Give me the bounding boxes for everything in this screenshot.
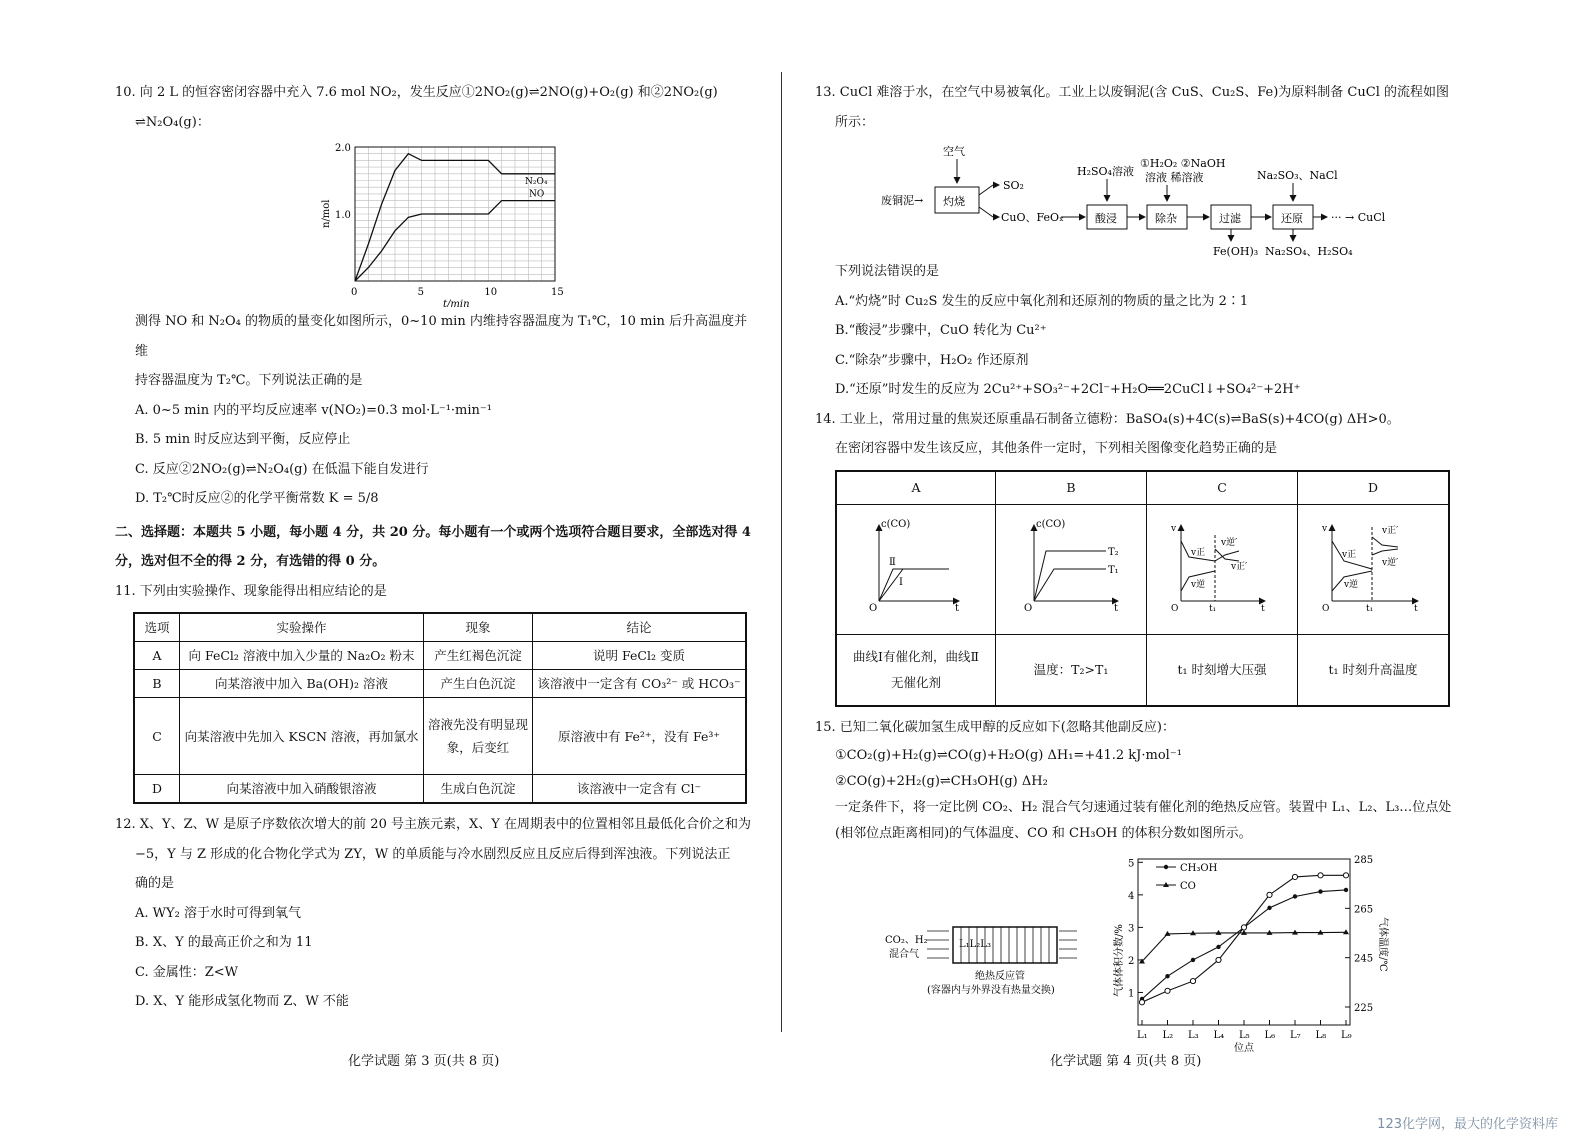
left-column xyxy=(115,78,755,1017)
table-cell: 产生白色沉淀 xyxy=(424,670,533,698)
graph-d-vzheng2: v正′ xyxy=(1382,526,1399,536)
q13-option-d: D.“还原”时发生的反应为 2Cu²⁺+SO₃²⁻+2Cl⁻+H₂O══2CuCl↓+SO₄²⁻+2H⁺ xyxy=(835,382,1301,397)
table-cell: 向 FeCl₂ 溶液中加入少量的 Na₂O₂ 粉末 xyxy=(180,642,424,670)
q12-option-b: B. X、Y 的最高正价之和为 11 xyxy=(135,935,313,950)
right-column xyxy=(815,78,1455,1069)
y2-tick-label: 285 xyxy=(1354,854,1374,866)
table-cell: 说明 FeCl₂ 变质 xyxy=(533,642,747,670)
q10-chart xyxy=(115,137,755,307)
q12-line1: 12. X、Y、Z、W 是原子序数依次增大的前 20 号主族元素，X、Y 在周期表中的位置相邻且最低化合价之和为 xyxy=(115,817,751,832)
graph-c-vzheng: v正 xyxy=(1191,548,1206,558)
point-temperature xyxy=(1216,957,1221,962)
q15-line4: 一定条件下，将一定比例 CO₂、H₂ 混合气匀速通过装有催化剂的绝热反应管。装置中 L₁、L₂、L₃…位点处 xyxy=(835,799,1452,815)
q15-line1: 15. 已知二氧化碳加氢生成甲醇的反应如下(忽略其他副反应)： xyxy=(815,720,1175,735)
q13-flowchart xyxy=(815,137,1455,257)
point-temperature xyxy=(1241,924,1246,929)
x-axis-label: 位点 xyxy=(1234,1042,1254,1054)
point-ch3oh xyxy=(1267,905,1271,909)
caption-d: t₁ 时刻升高温度 xyxy=(1298,634,1450,706)
flow-byproduct: Na₂SO₄、H₂SO₄ xyxy=(1265,245,1353,257)
graph-c-vzheng2: v正′ xyxy=(1231,562,1248,572)
q11-stem: 11. 下列由实验操作、现象能得出相应结论的是 xyxy=(115,583,387,599)
graph-a-curve2: Ⅱ xyxy=(889,557,896,568)
x-tick-label: 10 xyxy=(484,287,498,298)
graph-b-t1: T₁ xyxy=(1108,565,1119,576)
graph-c xyxy=(1147,505,1297,623)
x-tick-label: L₄ xyxy=(1213,1029,1225,1041)
q12-option-c: C. 金属性：Z<W xyxy=(135,964,239,980)
table-cell: D xyxy=(134,775,180,804)
graph-d-vni: v逆 xyxy=(1344,580,1359,590)
graph-a-cell xyxy=(836,505,996,635)
watermark: 123化学网，最大的化学资料库 xyxy=(1377,1117,1558,1132)
table-header: A xyxy=(836,471,996,505)
point-temperature xyxy=(1292,874,1297,879)
x-tick-label: L₇ xyxy=(1290,1029,1301,1041)
q10-option-b: B. 5 min 时反应达到平衡，反应停止 xyxy=(135,432,351,447)
flow-reagent3: Na₂SO₃、NaCl xyxy=(1257,169,1338,182)
q12-line3: 确的是 xyxy=(135,876,175,891)
q15-figure xyxy=(815,847,1455,1069)
tube-note: (容器内与外界没有热量交换) xyxy=(927,984,1055,996)
x-tick-label: L₅ xyxy=(1239,1029,1250,1041)
graph-a-ylabel: c(CO) xyxy=(881,519,911,530)
q12-option-a: A. WY₂ 溶于水时可得到氧气 xyxy=(135,905,301,921)
graph-c-vni2: v逆′ xyxy=(1221,538,1238,548)
q13-line2: 所示： xyxy=(835,114,875,130)
point-ch3oh xyxy=(1191,957,1195,961)
table-cell: 该溶液中一定含有 Cl⁻ xyxy=(533,775,747,804)
flow-air: 空气 xyxy=(943,145,965,158)
graph-d-t1: t₁ xyxy=(1366,604,1374,614)
y-tick-label: 2 xyxy=(1128,955,1135,967)
table-cell: A xyxy=(134,642,180,670)
table-row xyxy=(134,670,746,698)
graph-b xyxy=(996,505,1146,623)
plot-frame xyxy=(1138,859,1350,1025)
x-tick-label: L₃ xyxy=(1188,1029,1199,1041)
table-header-row xyxy=(836,471,1449,505)
y-tick-label: 5 xyxy=(1128,857,1135,869)
graph-b-origin: O xyxy=(1024,603,1033,614)
graph-c-t1: t₁ xyxy=(1209,604,1217,614)
y-tick-label: 1 xyxy=(1128,987,1135,999)
graph-d-origin: O xyxy=(1322,604,1330,614)
q10-option-a: A. 0~5 min 内的平均反应速率 v(NO₂)=0.3 mol·L⁻¹·min⁻¹ xyxy=(135,402,492,418)
y2-tick-label: 245 xyxy=(1354,953,1374,965)
legend-label: N₂O₄ xyxy=(525,176,548,187)
y2-tick-label: 265 xyxy=(1354,903,1374,915)
table-row xyxy=(836,505,1449,635)
table-cell: 向某溶液中加入 Ba(OH)₂ 溶液 xyxy=(180,670,424,698)
table-row xyxy=(836,634,1449,706)
q10-option-d: D. T₂℃时反应②的化学平衡常数 K = 5/8 xyxy=(135,491,379,506)
q12-line2: −5，Y 与 Z 形成的化合物化学式为 ZY，W 的单质能与冷水剧烈反应且反应后得到浑浊液。下列说法正 xyxy=(135,846,731,862)
graph-b-ylabel: c(CO) xyxy=(1036,519,1066,530)
series-line-1 xyxy=(1142,889,1346,998)
point-ch3oh xyxy=(1216,944,1220,948)
tube-points: L₁L₂L₃ xyxy=(959,938,991,950)
x-axis-label: t/min xyxy=(443,299,470,307)
q14-table xyxy=(835,470,1450,708)
q15-line2: ①CO₂(g)+H₂(g)⇌CO(g)+H₂O(g) ΔH₁=+41.2 kJ·mol⁻¹ xyxy=(835,747,1182,763)
q12-option-d: D. X、Y 能形成氢化物而 Z、W 不能 xyxy=(135,994,349,1009)
x-tick-label: L₈ xyxy=(1315,1029,1327,1041)
legend-label: CH₃OH xyxy=(1180,862,1218,874)
point-temperature xyxy=(1343,872,1348,877)
graph-b-t2: T₂ xyxy=(1108,547,1119,558)
q13-option-c: C.“除杂”步骤中，H₂O₂ 作还原剂 xyxy=(835,352,1029,368)
flow-output: ··· → CuCl xyxy=(1331,211,1386,224)
graph-d-xlabel: t xyxy=(1414,604,1418,614)
caption-a: 曲线Ⅰ有催化剂，曲线Ⅱ无催化剂 xyxy=(836,634,996,706)
graph-c-ylabel: v xyxy=(1171,524,1177,534)
legend-label: CO xyxy=(1180,880,1196,892)
series-line-3 xyxy=(1142,875,1346,1002)
x-tick-label: L₂ xyxy=(1162,1029,1174,1041)
point-ch3oh xyxy=(1165,973,1169,977)
legend-marker-ch3oh xyxy=(1164,864,1168,868)
graph-d xyxy=(1298,505,1448,623)
graph-c-vni: v逆 xyxy=(1191,580,1206,590)
q15-line3: ②CO(g)+2H₂(g)⇌CH₃OH(g) ΔH₂ xyxy=(835,773,1048,789)
y-tick-label: 4 xyxy=(1128,890,1135,902)
table-row xyxy=(134,775,746,804)
y-tick-label: 3 xyxy=(1128,922,1135,934)
q14-line1: 14. 工业上，常用过量的焦炭还原重晶石制备立德粉：BaSO₄(s)+4C(s)⇌BaS(s)+4CO(g) ΔH>0。 xyxy=(815,411,1400,427)
q14-line2: 在密闭容器中发生该反应，其他条件一定时，下列相关图像变化趋势正确的是 xyxy=(835,441,1278,456)
y2-tick-label: 225 xyxy=(1354,1002,1374,1014)
flow-acid-box: 酸浸 xyxy=(1095,212,1117,225)
table-cell: 产生红褐色沉淀 xyxy=(424,642,533,670)
graph-d-vni2: v逆′ xyxy=(1382,558,1399,568)
point-ch3oh xyxy=(1293,894,1297,898)
graph-b-xlabel: t xyxy=(1114,603,1119,614)
reactor-tube xyxy=(885,927,1077,996)
graph-d-cell xyxy=(1298,505,1450,635)
table-cell: 向某溶液中加入硝酸银溶液 xyxy=(180,775,424,804)
y-axis-label: n/mol xyxy=(321,199,332,228)
y2-axis-label: 气体温度/℃ xyxy=(1377,916,1388,972)
x-tick-label: L₉ xyxy=(1341,1029,1352,1041)
point-ch3oh xyxy=(1318,889,1322,893)
flow-remove-box: 除杂 xyxy=(1155,212,1177,225)
flow-so2: SO₂ xyxy=(1003,179,1024,192)
q13-ask: 下列说法错误的是 xyxy=(835,264,940,279)
table-header: 现象 xyxy=(424,613,533,642)
section2-line2: 分，选对但不全的得 2 分，有选错的得 0 分。 xyxy=(115,554,386,569)
x-tick-label: L₆ xyxy=(1264,1029,1276,1041)
q13-line1: 13. CuCl 难溶于水，在空气中易被氧化。工业上以废铜泥(含 CuS、Cu₂S、Fe)为原料制备 CuCl 的流程如图 xyxy=(815,85,1449,100)
y-tick-label: 2.0 xyxy=(335,143,351,154)
graph-c-xlabel: t xyxy=(1261,604,1265,614)
legend-label: NO xyxy=(529,189,545,200)
graph-c-cell xyxy=(1147,505,1298,635)
point-temperature xyxy=(1165,988,1170,993)
table-cell: B xyxy=(134,670,180,698)
tube-input2: 混合气 xyxy=(889,948,919,960)
q10-desc-line1: 测得 NO 和 N₂O₄ 的物质的量变化如图所示，0~10 min 内维持容器温度为 T₁℃，10 min 后升高温度并维 xyxy=(135,314,748,359)
footer-left: 化学试题 第 3 页(共 8 页) xyxy=(348,1054,500,1069)
column-divider xyxy=(781,72,782,1032)
q10-option-c: C. 反应②2NO₂(g)⇌N₂O₄(g) 在低温下能自发进行 xyxy=(135,461,429,477)
section2-line1: 二、选择题：本题共 5 小题，每小题 4 分，共 20 分。每小题有一个或两个选项符合题目要求，全部选对得 4 xyxy=(115,524,751,540)
table-cell: 生成白色沉淀 xyxy=(424,775,533,804)
x-tick-label: L₁ xyxy=(1137,1029,1148,1041)
flow-acid-reagent: H₂SO₄溶液 xyxy=(1077,165,1134,178)
q13-option-b: B.“酸浸”步骤中，CuO 转化为 Cu²⁺ xyxy=(835,323,1047,338)
q10-stem-line1: 10. 向 2 L 的恒容密闭容器中充入 7.6 mol NO₂，发生反应①2NO₂(g)⇌2NO(g)+O₂(g) 和②2NO₂(g) xyxy=(115,85,718,100)
point-temperature xyxy=(1139,999,1144,1004)
y-tick-label: 1.0 xyxy=(335,210,351,221)
x-tick-label: 0 xyxy=(351,287,358,298)
series-line-1 xyxy=(355,154,555,281)
q11-table xyxy=(133,612,747,804)
table-row xyxy=(134,698,746,775)
flow-oxides: CuO、FeOₓ xyxy=(1001,211,1064,224)
flow-filter-box: 过滤 xyxy=(1219,212,1241,225)
flow-feoh: Fe(OH)₃ xyxy=(1213,245,1259,257)
table-header: D xyxy=(1298,471,1450,505)
table-header: 结论 xyxy=(533,613,747,642)
caption-b: 温度：T₂>T₁ xyxy=(996,634,1147,706)
q10-stem-line2: ⇌N₂O₄(g)： xyxy=(135,114,210,130)
table-row xyxy=(134,642,746,670)
point-temperature xyxy=(1318,872,1323,877)
graph-a xyxy=(841,505,991,623)
flow-input: 废铜泥→ xyxy=(881,194,924,207)
table-header: 实验操作 xyxy=(180,613,424,642)
q10-desc-line2: 持容器温度为 T₂℃。下列说法正确的是 xyxy=(135,373,363,388)
caption-c: t₁ 时刻增大压强 xyxy=(1147,634,1298,706)
flow-reagent2a: ①H₂O₂ ②NaOH xyxy=(1140,157,1226,170)
point-temperature xyxy=(1190,978,1195,983)
table-cell: 该溶液中一定含有 CO₃²⁻ 或 HCO₃⁻ xyxy=(533,670,747,698)
footer-right: 化学试题 第 4 页(共 8 页) xyxy=(1050,1054,1202,1069)
graph-d-vzheng: v正 xyxy=(1342,550,1357,560)
point-ch3oh xyxy=(1344,887,1348,891)
graph-c-origin: O xyxy=(1171,604,1179,614)
flow-reagent2b: 溶液 稀溶液 xyxy=(1145,171,1204,184)
graph-a-xlabel: t xyxy=(955,603,960,614)
table-cell: 向某溶液中先加入 KSCN 溶液，再加氯水 xyxy=(180,698,424,775)
graph-a-curve1: Ⅰ xyxy=(899,577,903,588)
table-header-row xyxy=(134,613,746,642)
y-axis-label: 气体体积分数/% xyxy=(1114,923,1125,997)
x-tick-label: 5 xyxy=(417,287,425,298)
table-header: B xyxy=(996,471,1147,505)
flow-roast-box: 灼烧 xyxy=(943,195,965,208)
x-tick-label: 15 xyxy=(551,287,564,298)
point-temperature xyxy=(1267,892,1272,897)
q13-option-a: A.“灼烧”时 Cu₂S 发生的反应中氧化剂和还原剂的物质的量之比为 2∶1 xyxy=(835,293,1249,309)
table-cell: 溶液先没有明显现象，后变红 xyxy=(424,698,533,775)
graph-d-ylabel: v xyxy=(1322,524,1328,534)
series-line-2 xyxy=(1142,932,1346,961)
tube-name: 绝热反应管 xyxy=(975,970,1025,982)
q15-line5: (相邻位点距离相同)的气体温度、CO 和 CH₃OH 的体积分数如图所示。 xyxy=(835,825,1252,841)
table-cell: C xyxy=(134,698,180,775)
table-cell: 原溶液中有 Fe²⁺，没有 Fe³⁺ xyxy=(533,698,747,775)
graph-a-origin: O xyxy=(869,603,878,614)
graph-b-cell xyxy=(996,505,1147,635)
tube-input: CO₂、H₂ xyxy=(885,934,928,946)
table-header: 选项 xyxy=(134,613,180,642)
flow-reduce-box: 还原 xyxy=(1281,212,1303,225)
table-header: C xyxy=(1147,471,1298,505)
